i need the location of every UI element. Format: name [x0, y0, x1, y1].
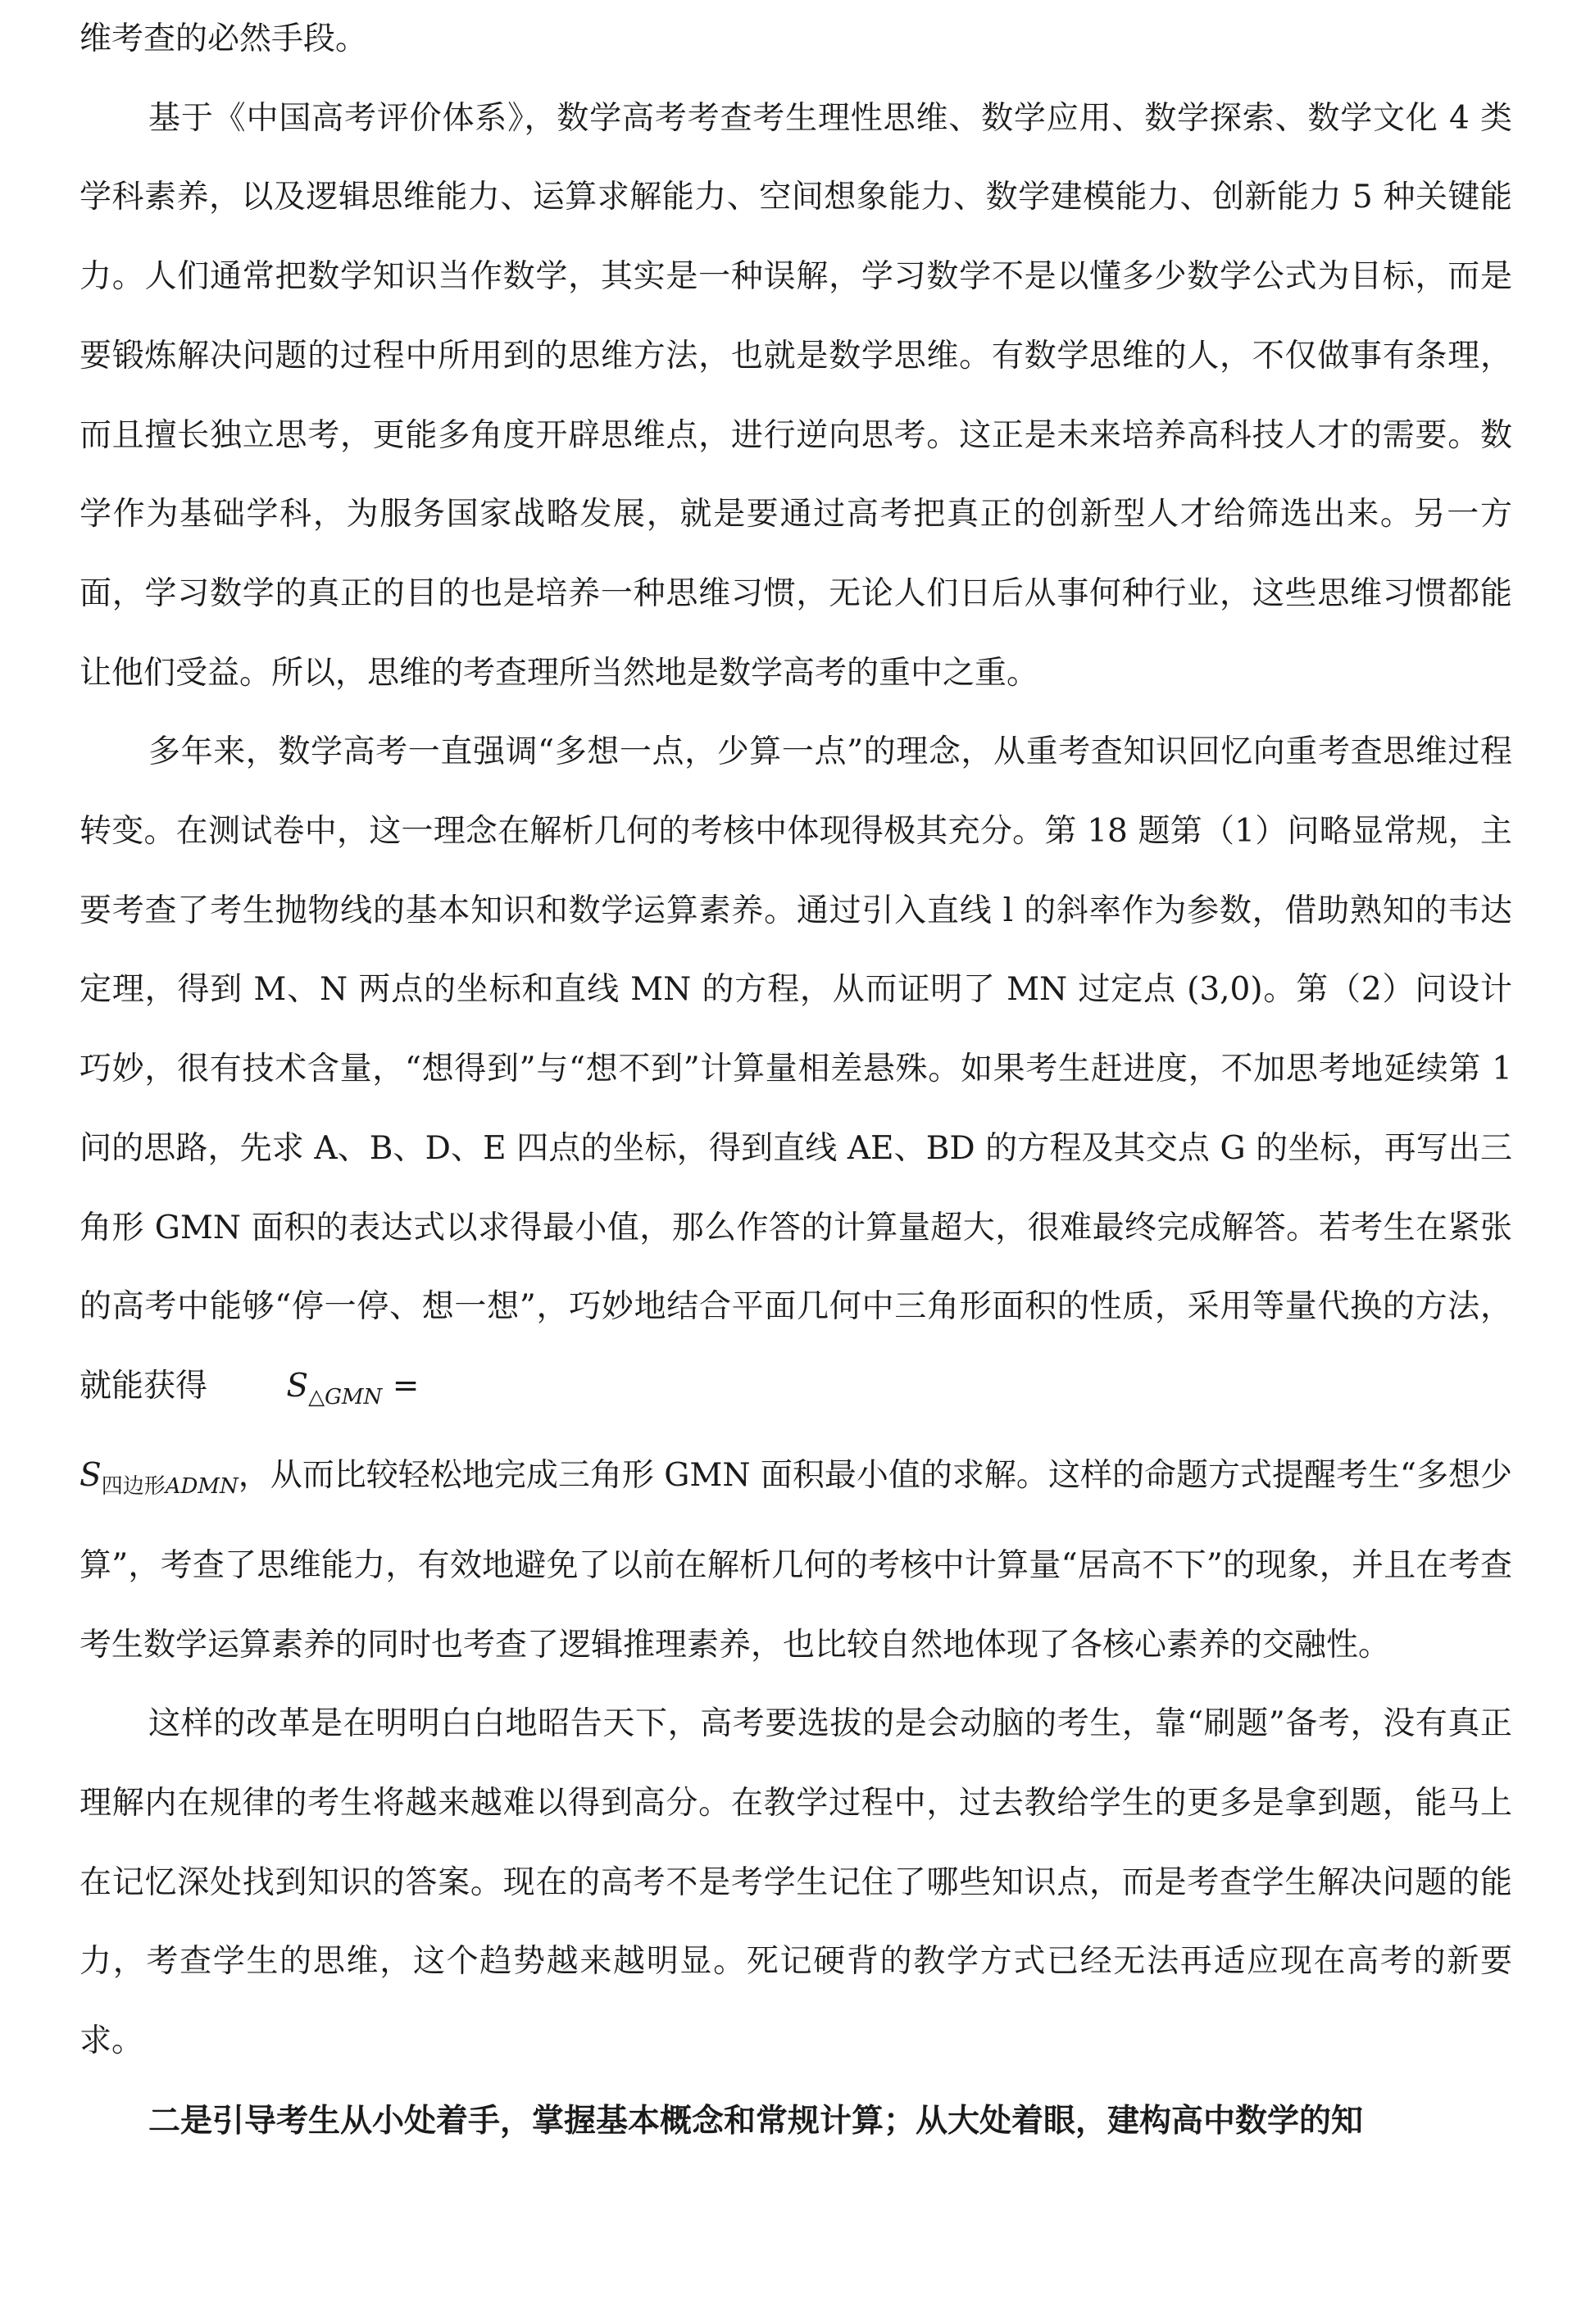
area-equality-formula — [217, 1347, 419, 1437]
formula-rhs — [80, 1437, 239, 1527]
document-page — [80, 0, 1512, 2161]
formula-rhs-subscript-cjk: 四边形 — [101, 1474, 166, 1500]
paragraph-2-continued — [80, 1437, 1512, 1685]
formula-rhs-subscript-latin: ADMN — [165, 1474, 239, 1500]
formula-equals-sign: = — [392, 1367, 420, 1405]
paragraph-2-text-before-formula: 多年来，数学高考一直强调“多想一点，少算一点”的理念，从重考查知识回忆向重考查思维过程转变。在测试卷中，这一理念在解析几何的考核中体现得极其充分。第 18 题第（1）问略显常规，主要考查了考生抛物线的基本知识和数学运算素养。通过引入直线 l 的斜率作为参数，借助熟知的韦达定理，得到 M、N 两点的坐标和直线 MN 的方程，从而证明了 MN 过定点 (3,0)。第（2）问设计巧妙，很有技术含量，“想得到”与“想不到”计算量相差悬殊。如果考生赶进度，不加思考地延续第 1 问的思路，先求 A、B、D、E 四点的坐标，得到直线 AE、BD 的方程及其交点 G 的坐标，再写出三角形 GMN 面积的表达式以求得最小值，那么作答的计算量超大，很难最终完成解答。若考生在紧张的高考中能够“停一停、想一想”，巧妙地结合平面几何中三角形面积的性质，采用等量代换的方法，就能获得 — [80, 733, 1512, 1405]
paragraph-2-text-after-formula: ，从而比较轻松地完成三角形 GMN 面积最小值的求解。这样的命题方式提醒考生“多想少算”，考查了思维能力，有效地避免了以前在解析几何的考核中计算量“居高不下”的现象，并且在考查考生数学运算素养的同时也考查了逻辑推理素养，也比较自然地体现了各核心素养的交融性。 — [80, 1457, 1512, 1664]
formula-lhs-symbol: S — [286, 1367, 309, 1405]
paragraph-0: 维考查的必然手段。 — [80, 20, 368, 57]
paragraph-2 — [80, 713, 1512, 1437]
paragraph-1: 基于《中国高考评价体系》，数学高考考查考生理性思维、数学应用、数学探索、数学文化 4 类学科素养，以及逻辑思维能力、运算求解能力、空间想象能力、数学建模能力、创新能力 5 种关键能力。人们通常把数学知识当作数学，其实是一种误解，学习数学不是以懂多少数学公式为目标，而是要锻炼解决问题的过程中所用到的思维方法，也就是数学思维。有数学思维的人，不仅做事有条理，而且擅长独立思考，更能多角度开辟思维点，进行逆向思考。这正是未来培养高科技人才的需要。数学作为基础学科，为服务国家战略发展，就是要通过高考把真正的创新型人才给筛选出来。另一方面，学习数学的真正的目的也是培养一种思维习惯，无论人们日后从事何种行业，这些思维习惯都能让他们受益。所以，思维的考查理所当然地是数学高考的重中之重。 — [80, 99, 1512, 692]
formula-rhs-symbol: S — [80, 1457, 102, 1495]
paragraph-4-heading: 二是引导考生从小处着手，掌握基本概念和常规计算；从大处着眼，建构高中数学的知 — [148, 2101, 1364, 2140]
formula-lhs-subscript: △GMN — [308, 1384, 383, 1409]
paragraph-3: 这样的改革是在明明白白地昭告天下，高考要选拔的是会动脑的考生，靠“刷题”备考，没有真正理解内在规律的考生将越来越难以得到高分。在教学过程中，过去教给学生的更多是拿到题，能马上在记忆深处找到知识的答案。现在的高考不是考学生记住了哪些知识点，而是考查学生解决问题的能力，考查学生的思维，这个趋势越来越明显。死记硬背的教学方式已经无法再适应现在高考的新要求。 — [80, 1705, 1512, 2060]
